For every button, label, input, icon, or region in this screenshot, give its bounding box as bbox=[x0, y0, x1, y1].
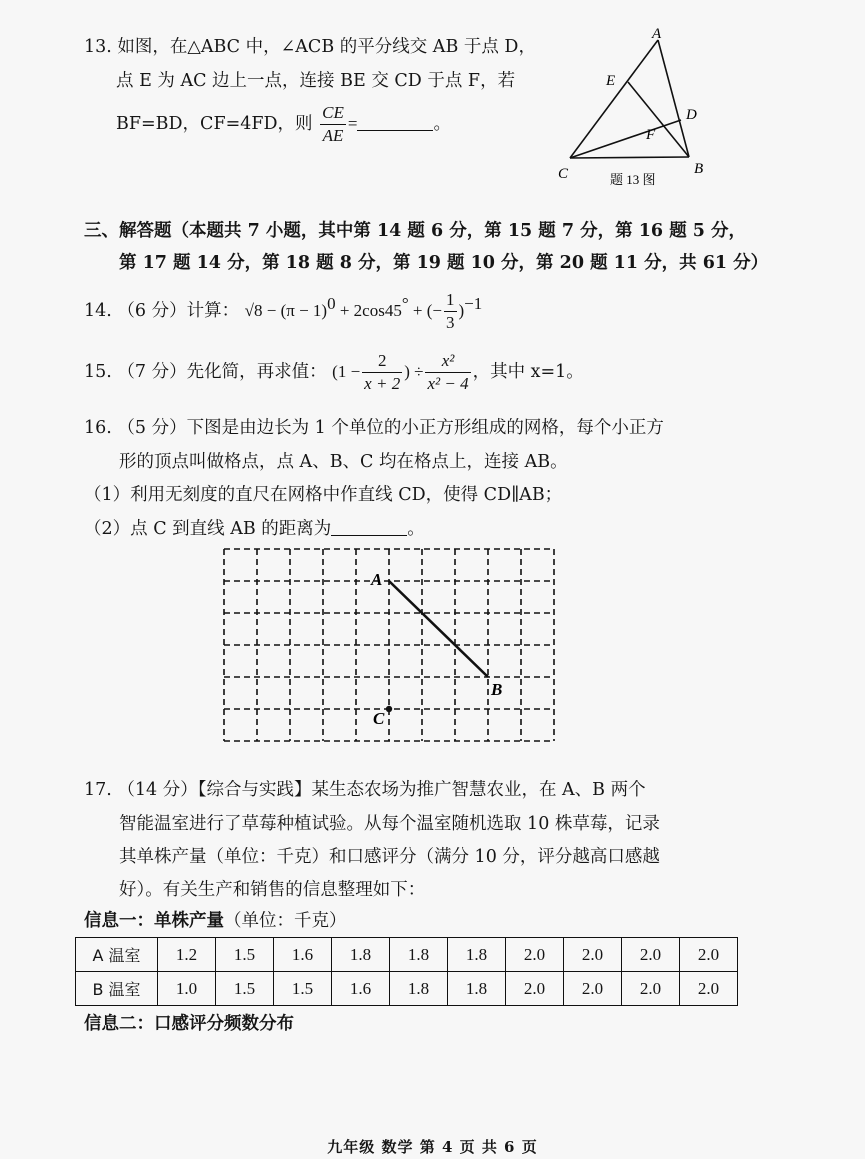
label-c: C bbox=[558, 166, 569, 182]
table-cell: 2.0 bbox=[622, 972, 680, 1006]
q14-frac-den: 3 bbox=[446, 313, 455, 332]
q13-triangle-figure bbox=[548, 24, 718, 194]
q17-info1-unit: （单位：千克） bbox=[224, 911, 347, 931]
q14-degree: ° bbox=[401, 294, 409, 313]
grid-label-a: A bbox=[371, 570, 383, 589]
table-cell: 1.6 bbox=[332, 972, 390, 1006]
label-d: D bbox=[686, 107, 697, 123]
table-cell: 1.0 bbox=[158, 972, 216, 1006]
q13-line1: 13. 如图，在△ABC 中，∠ACB 的平分线交 AB 于点 D， bbox=[84, 37, 536, 57]
segment-cb bbox=[570, 157, 689, 158]
table-cell: 1.8 bbox=[448, 938, 506, 972]
label-e: E bbox=[606, 73, 616, 89]
q14-line bbox=[84, 282, 482, 334]
q13-frac-num: CE bbox=[320, 102, 346, 125]
segment-ca bbox=[570, 40, 658, 158]
q17-info1-heading bbox=[84, 908, 347, 934]
q14-expr-part1: √8 − (π − 1) bbox=[244, 301, 328, 320]
q14-fraction bbox=[444, 289, 457, 334]
section3-header-line1: 三、解答题（本题共 7 小题，其中第 14 题 6 分，第 15 题 7 分，第 16 题 5 分， bbox=[84, 221, 747, 241]
q13-frac-den: AE bbox=[322, 126, 344, 145]
q15-fraction2 bbox=[425, 350, 470, 395]
q16-part2 bbox=[84, 516, 425, 542]
q13-line3 bbox=[116, 100, 451, 148]
table-cell: 1.8 bbox=[390, 972, 448, 1006]
table-cell: 2.0 bbox=[506, 972, 564, 1006]
q16-part2-end: 。 bbox=[407, 519, 425, 539]
table-cell: 1.8 bbox=[332, 938, 390, 972]
q15-frac2-den: x² − 4 bbox=[427, 374, 469, 393]
table-cell: 1.8 bbox=[390, 938, 448, 972]
q14-expr-part3: + (− bbox=[408, 301, 442, 320]
q15-prefix: 15. （7 分）先化简，再求值： bbox=[84, 362, 327, 382]
grid-label-b: B bbox=[491, 680, 503, 699]
table-cell: 2.0 bbox=[564, 938, 622, 972]
q14-exp-zero: 0 bbox=[327, 294, 336, 313]
label-f: F bbox=[646, 127, 656, 143]
q16-grid-figure bbox=[214, 540, 564, 750]
q16-part2-text: （2）点 C 到直线 AB 的距离为 bbox=[84, 519, 332, 539]
q15-mid: ) ÷ bbox=[404, 362, 424, 381]
q17-info1-title: 信息一：单株产量 bbox=[84, 911, 224, 931]
label-b: B bbox=[694, 161, 704, 177]
table-row bbox=[76, 938, 738, 972]
segment-ab bbox=[658, 40, 689, 157]
q14-exp-neg1: −1 bbox=[464, 294, 483, 313]
q17-yield-table bbox=[75, 937, 738, 1006]
table-cell: 1.6 bbox=[274, 938, 332, 972]
q13-end: 。 bbox=[433, 114, 451, 134]
q15-fraction1 bbox=[362, 350, 402, 395]
table-cell: 1.2 bbox=[158, 938, 216, 972]
q17-line1: 17. （14 分）【综合与实践】某生态农场为推广智慧农业，在 A、B 两个 bbox=[84, 780, 646, 800]
label-a: A bbox=[652, 26, 662, 42]
q14-expr-part2: + 2cos45 bbox=[335, 301, 402, 320]
q14-prefix: 14. （6 分）计算： bbox=[84, 301, 240, 321]
q15-frac1-den: x + 2 bbox=[364, 374, 401, 393]
q14-expr-part4: ) bbox=[458, 301, 465, 320]
q17-line4: 好）。有关生产和销售的信息整理如下： bbox=[119, 880, 426, 900]
table-cell: 1.5 bbox=[216, 972, 274, 1006]
page-footer: 九年级 数学 第 4 页 共 6 页 bbox=[327, 1138, 538, 1156]
table-cell: 1.5 bbox=[274, 972, 332, 1006]
segment-ab bbox=[389, 581, 488, 677]
q16-part1: （1）利用无刻度的直尺在网格中作直线 CD，使得 CD∥AB； bbox=[84, 485, 563, 505]
q13-condition: BF=BD，CF=4FD，则 bbox=[116, 114, 313, 134]
q16-line2: 形的顶点叫做格点，点 A、B、C 均在格点上，连接 AB。 bbox=[119, 452, 568, 472]
table-row bbox=[76, 972, 738, 1006]
table-cell: 2.0 bbox=[680, 972, 738, 1006]
q15-line bbox=[84, 346, 584, 398]
figure-caption: 题 13 图 bbox=[610, 172, 656, 187]
q13-answer-blank bbox=[357, 113, 433, 131]
q13-fraction bbox=[320, 102, 346, 147]
q17-line3: 其单株产量（单位：千克）和口感评分（满分 10 分，评分越高口感越 bbox=[119, 847, 660, 867]
q15-frac1-num: 2 bbox=[362, 350, 402, 373]
table-row-label: B 温室 bbox=[76, 972, 158, 1006]
q15-suffix: ，其中 x=1。 bbox=[472, 362, 584, 382]
q13-line2: 点 E 为 AC 边上一点，连接 BE 交 CD 于点 F，若 bbox=[116, 71, 516, 91]
table-cell: 1.8 bbox=[448, 972, 506, 1006]
q13-equals: = bbox=[347, 114, 358, 133]
q14-frac-num: 1 bbox=[444, 289, 457, 312]
q15-frac2-num: x² bbox=[425, 350, 470, 373]
table-cell: 2.0 bbox=[622, 938, 680, 972]
q16-line1: 16. （5 分）下图是由边长为 1 个单位的小正方形组成的网格，每个小正方 bbox=[84, 418, 664, 438]
grid-label-c: C bbox=[373, 709, 385, 728]
q16-answer-blank bbox=[331, 518, 407, 536]
table-cell: 2.0 bbox=[506, 938, 564, 972]
q15-open: (1 − bbox=[332, 362, 361, 381]
q17-info2-title: 信息二：口感评分频数分布 bbox=[84, 1014, 294, 1034]
q17-line2: 智能温室进行了草莓种植试验。从每个温室随机选取 10 株草莓，记录 bbox=[119, 814, 660, 834]
table-cell: 2.0 bbox=[680, 938, 738, 972]
table-row-label: A 温室 bbox=[76, 938, 158, 972]
point-c bbox=[386, 706, 392, 712]
table-cell: 1.5 bbox=[216, 938, 274, 972]
table-cell: 2.0 bbox=[564, 972, 622, 1006]
section3-header-line2: 第 17 题 14 分，第 18 题 8 分，第 19 题 10 分，第 20 题 11 分，共 61 分） bbox=[119, 253, 769, 273]
